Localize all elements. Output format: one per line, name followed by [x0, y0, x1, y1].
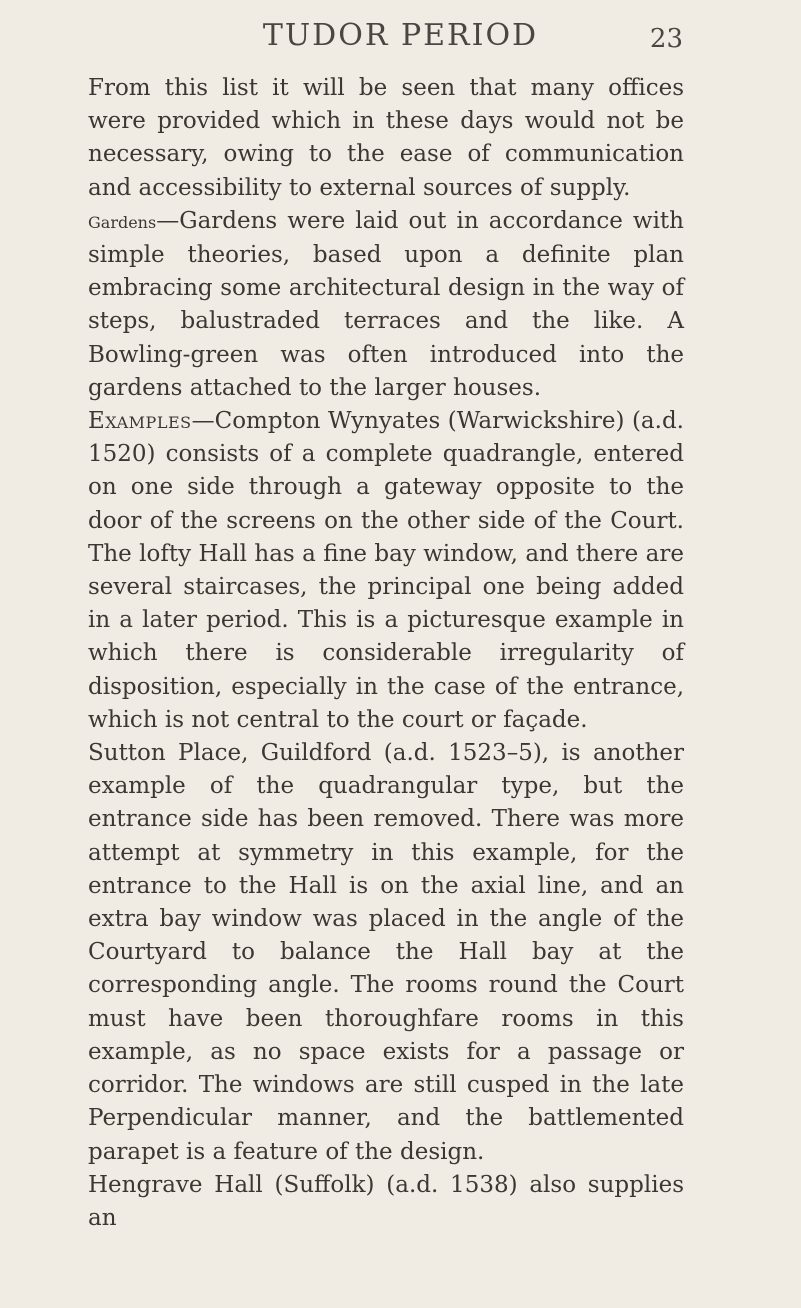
running-head: [0, 14, 801, 58]
body-text: [88, 72, 684, 1235]
examples-heading: Examples: [88, 408, 192, 435]
paragraph-sutton-place: Sutton Place, Guildford (a.d. 1523–5), is another example of the quadrangular type, but the entrance side has been removed. There was more attempt at symmetry in this example, for the entrance to the Hall is on the axial line, and an extra bay window was placed in the angle of the Courtyard to balance the Hall bay at the corresponding angle. The rooms round the Court must have been thoroughfare rooms in this example, as no space exists for a passage or corridor. The windows are still cusped in the late Perpendicular manner, and the battlemented parapet is a feature of the design.: [88, 740, 684, 1165]
side-heading-gardens: Gardens: [88, 212, 157, 232]
paragraph-hengrave-hall: Hengrave Hall (Suffolk) (a.d. 1538) also supplies an: [88, 1171, 684, 1231]
paragraph-gardens: [88, 205, 684, 405]
paragraph-examples: [88, 405, 684, 737]
page-number: 23: [649, 24, 683, 54]
examples-text: —Compton Wynyates (Warwickshire) (a.d. 1520) consists of a complete quadrangle, entered on one side through a gateway opposite to the door of the screens on the other side of the Court. The lofty Hall has a fine bay window, and there are several staircases, the principal one being added in a later period. This is a picturesque example in which there is considerable irregularity of disposition, especially in the case of the entrance, which is not central to the court or façade.: [88, 408, 684, 733]
running-title: TUDOR PERIOD: [262, 18, 539, 53]
paragraph-offices: From this list it will be seen that many offices were provided which in these days would not be necessary, owing to the ease of communication and accessibility to external sources of supply.: [88, 75, 684, 201]
gardens-text: —Gardens were laid out in accordance with simple theories, based upon a definite plan embracing some architectural design in the way of steps, balustraded terraces and the like. A Bowling-green was often introduced into the gardens attached to the larger houses.: [88, 207, 684, 401]
